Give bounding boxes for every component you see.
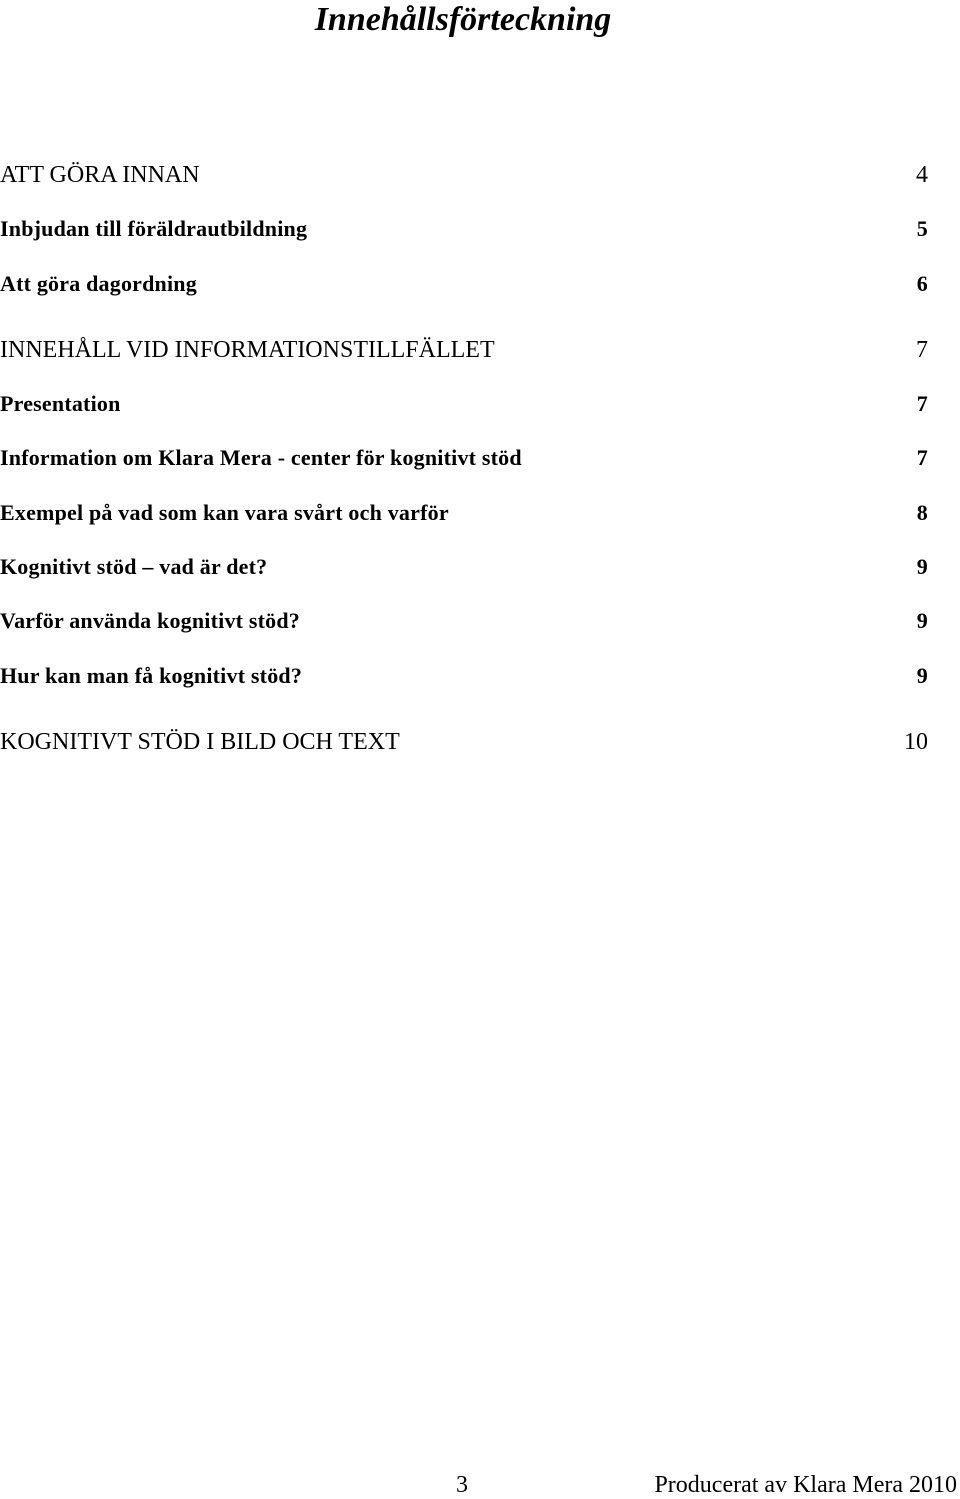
toc-entry-page-number: 10 <box>904 729 928 755</box>
toc-entry-dagordning[interactable] <box>0 269 928 299</box>
toc-entry-page-number: 9 <box>916 554 928 579</box>
page-title: Innehållsförteckning <box>314 1 612 38</box>
toc-entry-page-number: 7 <box>916 445 928 470</box>
toc-entry-text: INNEHÅLL VID INFORMATIONSTILLFÄLLET <box>0 337 495 363</box>
toc-entry-page-number: 5 <box>916 216 928 241</box>
toc-entry-text: KOGNITIVT STÖD I BILD OCH TEXT <box>0 729 400 755</box>
toc-entry-text: Hur kan man få kognitivt stöd? <box>0 663 303 688</box>
toc-entry-page-number: 4 <box>916 162 928 188</box>
toc-entry-text: Presentation <box>0 391 121 416</box>
toc-entry-text: Information om Klara Mera - center för kognitivt stöd <box>0 445 522 470</box>
toc-entry-page-number: 7 <box>916 337 928 363</box>
toc-entry-text: Varför använda kognitivt stöd? <box>0 608 301 633</box>
toc-entry-page-number: 9 <box>916 663 928 688</box>
toc-entry-page-number: 9 <box>916 608 928 633</box>
footer-credit: Producerat av Klara Mera 2010 <box>654 1472 957 1498</box>
toc-entry-text: Exempel på vad som kan vara svårt och varför <box>0 500 449 525</box>
toc-entry-inbjudan[interactable] <box>0 214 928 244</box>
toc-entry-hur-kan-man-fa[interactable] <box>0 661 928 691</box>
toc-entry-att-gora-innan[interactable] <box>0 160 928 190</box>
toc-entry-text: Inbjudan till föräldrautbildning <box>0 216 308 241</box>
toc-entry-text: Att göra dagordning <box>0 271 197 296</box>
toc-entry-exempel[interactable] <box>0 498 928 528</box>
toc-entry-information-om-klara-mera[interactable] <box>0 443 928 473</box>
toc-entry-page-number: 8 <box>916 500 928 525</box>
page-footer <box>0 1471 960 1499</box>
footer-page-number: 3 <box>456 1472 468 1498</box>
toc-entry-innehall-vid-informationstillfallet[interactable] <box>0 335 928 365</box>
toc-entry-varfor-anvanda[interactable] <box>0 606 928 636</box>
toc-entry-kognitivt-stod-vad-ar-det[interactable] <box>0 552 928 582</box>
toc-entry-presentation[interactable] <box>0 389 928 419</box>
toc-entry-text: Kognitivt stöd – vad är det? <box>0 554 268 579</box>
toc-entry-text: ATT GÖRA INNAN <box>0 162 200 188</box>
toc-entry-kognitivt-stod-i-bild-och-text[interactable] <box>0 727 928 757</box>
toc-entry-page-number: 7 <box>916 391 928 416</box>
toc-entry-page-number: 6 <box>916 271 928 296</box>
